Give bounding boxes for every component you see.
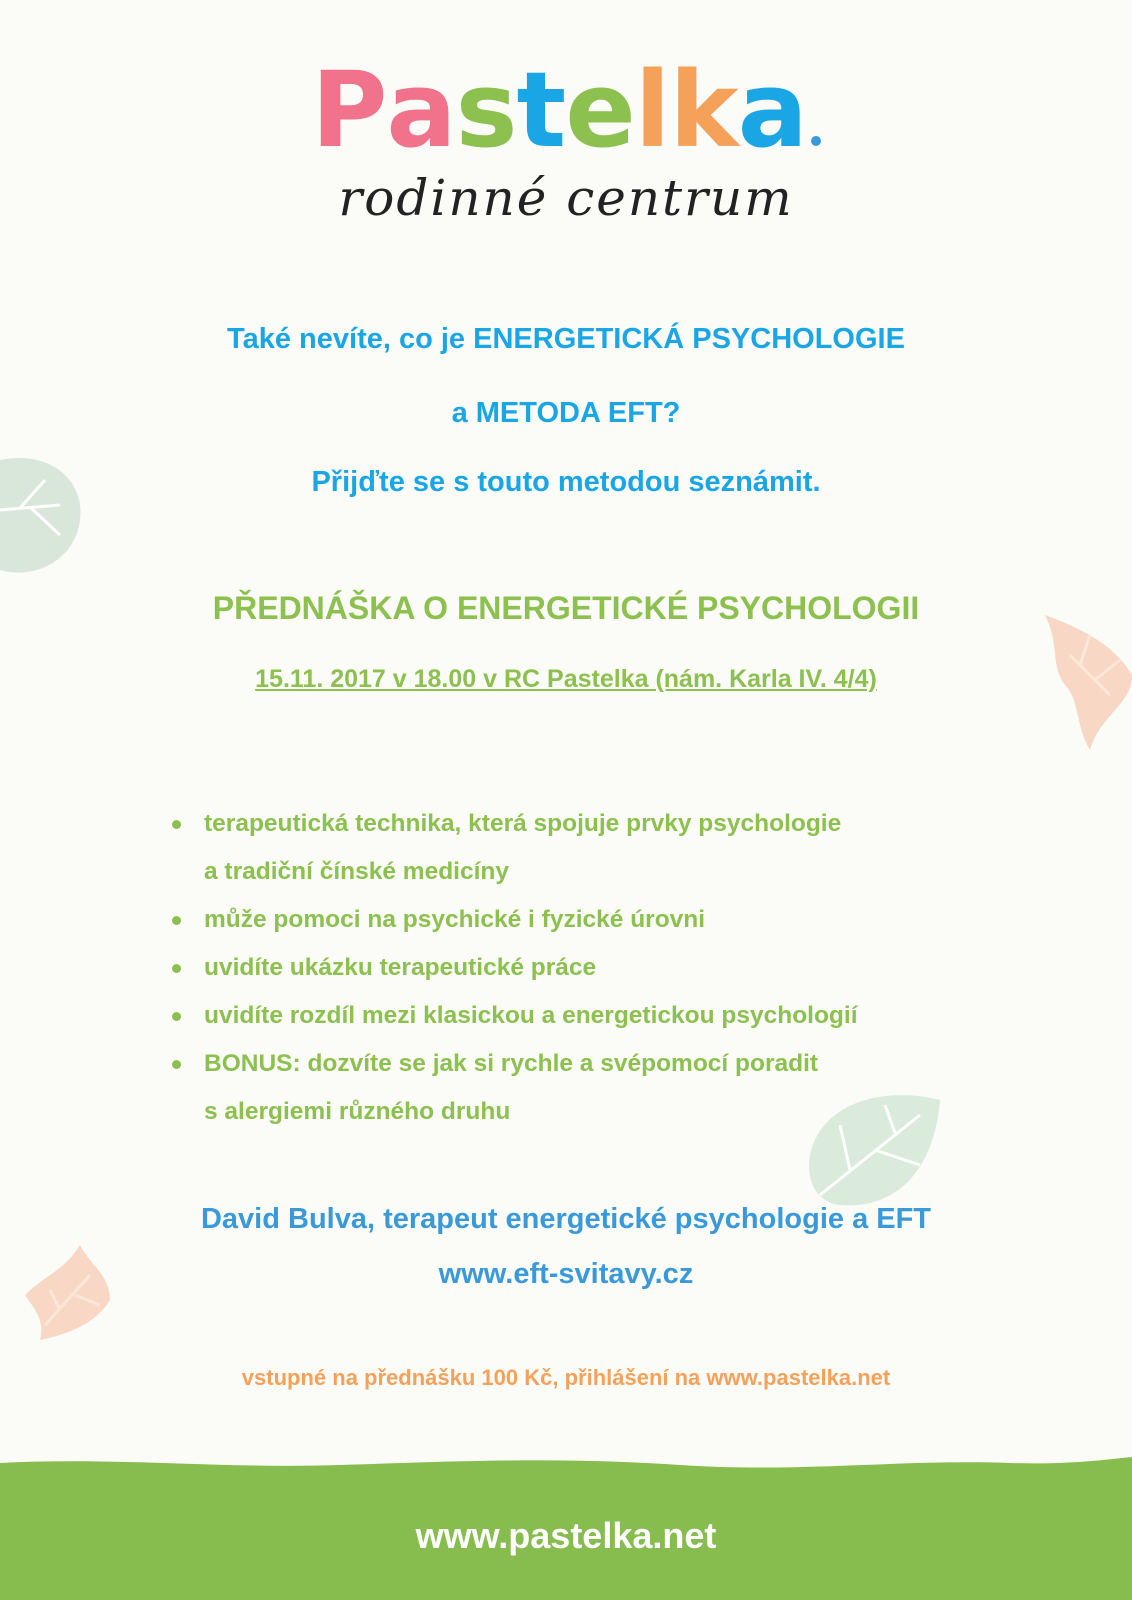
lecture-title: PŘEDNÁŠKA O ENERGETICKÉ PSYCHOLOGII xyxy=(212,590,920,626)
list-item xyxy=(170,896,1050,944)
admission-fee-note: vstupné na přednášku 100 Kč, přihlášení na www.pastelka.net xyxy=(241,1365,891,1390)
lecture-date: 15.11. 2017 v 18.00 v RC Pastelka (nám. Karla IV. 4/4) xyxy=(255,665,877,693)
intro-line-3: Přijďte se s touto metodou seznámit. xyxy=(311,466,821,498)
author-website-link[interactable]: www.eft-svitavy.cz xyxy=(438,1258,694,1290)
list-item xyxy=(170,800,1050,896)
list-item xyxy=(170,1040,1050,1136)
list-item-line: s alergiemi různého druhu xyxy=(204,1098,511,1125)
logo-letter: s xyxy=(455,49,517,171)
logo-subtitle: rodinné centrum xyxy=(338,169,794,227)
logo-wordmark xyxy=(0,49,1132,171)
logo-letter: k xyxy=(669,49,738,171)
list-item-line: BONUS: dozvíte se jak si rychle a svépomocí poradit xyxy=(204,1050,819,1077)
pastelka-logo xyxy=(0,49,1132,227)
list-item-line: může pomoci na psychické i fyzické úrovni xyxy=(204,906,706,933)
logo-letter: P xyxy=(311,49,387,171)
logo-letter: t xyxy=(516,49,566,171)
logo-letter: l xyxy=(634,49,670,171)
author-line: David Bulva, terapeut energetické psychologie a EFT xyxy=(200,1203,932,1235)
intro-line-1: Také nevíte, co je ENERGETICKÁ PSYCHOLOGIE xyxy=(227,323,905,355)
list-item-line: uvidíte rozdíl mezi klasickou a energetickou psychologií xyxy=(204,1002,858,1029)
logo-letter: e xyxy=(565,49,635,171)
intro-line-2: a METODA EFT? xyxy=(451,397,681,429)
benefits-list xyxy=(170,800,1050,1136)
logo-dot-icon xyxy=(811,136,821,146)
footer-website-link[interactable]: www.pastelka.net xyxy=(415,1515,717,1556)
list-item-line: uvidíte ukázku terapeutické práce xyxy=(204,954,597,981)
logo-letter: a xyxy=(386,49,456,171)
logo-letter: a xyxy=(737,49,807,171)
list-item-line: a tradiční čínské medicíny xyxy=(204,858,510,885)
list-item-line: terapeutická technika, která spojuje prvky psychologie xyxy=(204,810,842,837)
list-item xyxy=(170,944,1050,992)
list-item xyxy=(170,992,1050,1040)
